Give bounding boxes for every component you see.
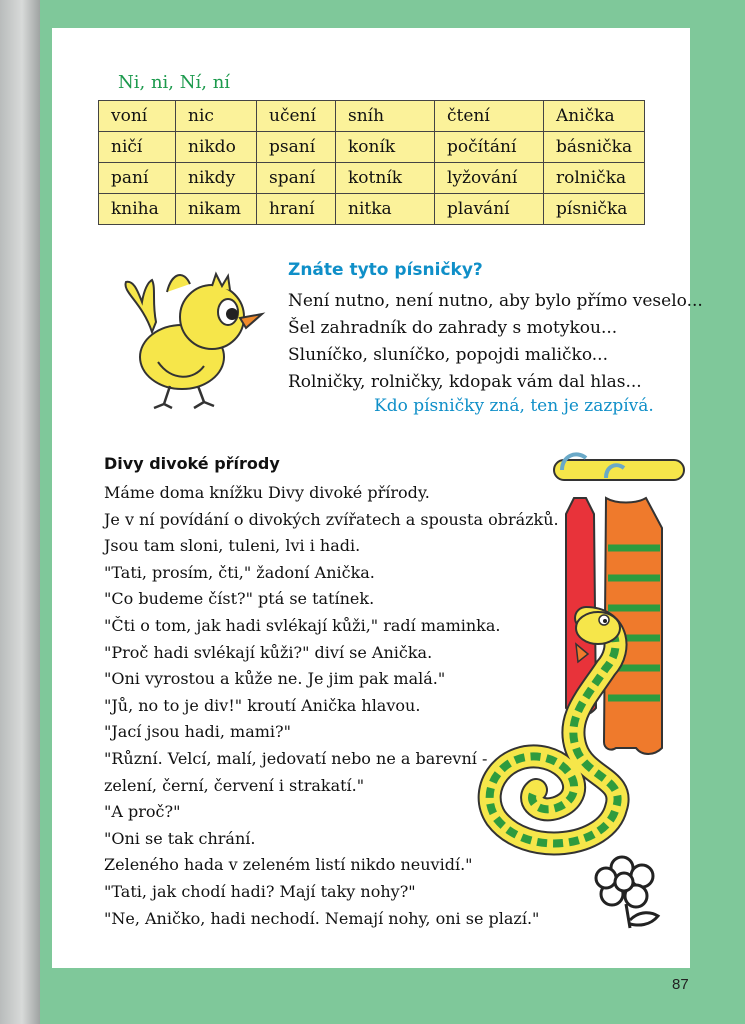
story-line: "Co budeme číst?" ptá se tatínek. — [104, 589, 375, 609]
story-line: "A proč?" — [104, 802, 181, 822]
table-cell: plavání — [435, 194, 544, 225]
table-cell: nitka — [336, 194, 435, 225]
table-cell: rolnička — [544, 163, 645, 194]
song-line: Rolničky, rolničky, kdopak vám dal hlas... — [288, 372, 642, 392]
story-line: Je v ní povídání o divokých zvířatech a spousta obrázků. — [104, 509, 559, 529]
story-line: zelení, černí, červení i strakatí." — [104, 775, 365, 795]
word-table — [98, 100, 645, 225]
story-line: "Jů, no to je div!" kroutí Anička hlavou. — [104, 695, 421, 715]
songs-list — [288, 288, 703, 396]
table-cell: počítání — [435, 132, 544, 163]
table-cell: voní — [99, 101, 176, 132]
chick-illustration — [112, 262, 272, 412]
song-line: Šel zahradník do zahrady s motykou... — [288, 318, 618, 338]
page-number: 87 — [672, 976, 689, 993]
story-line: "Tati, prosím, čti," žadoní Anička. — [104, 562, 375, 582]
table-cell: nikam — [176, 194, 257, 225]
story-line: "Oni se tak chrání. — [104, 828, 256, 848]
story-line: Zeleného hada v zeleném listí nikdo neuvidí." — [104, 855, 473, 875]
table-cell: básnička — [544, 132, 645, 163]
flower-icon — [592, 854, 670, 930]
table-cell: písnička — [544, 194, 645, 225]
table-cell: hraní — [257, 194, 336, 225]
song-line: Sluníčko, sluníčko, popojdi maličko... — [288, 345, 608, 365]
table-row — [99, 194, 645, 225]
songs-title: Znáte tyto písničky? — [288, 260, 483, 280]
table-cell: paní — [99, 163, 176, 194]
story-line: "Ne, Aničko, hadi nechodí. Nemají nohy, oni se plazí." — [104, 908, 540, 928]
story-line: "Čti o tom, jak hadi svlékají kůži," radí maminka. — [104, 615, 501, 635]
table-cell: čtení — [435, 101, 544, 132]
table-cell: sníh — [336, 101, 435, 132]
story-line: "Oni vyrostou a kůže ne. Je jim pak malá." — [104, 669, 446, 689]
songs-footer: Kdo písničky zná, ten je zazpívá. — [374, 396, 654, 416]
table-cell: spaní — [257, 163, 336, 194]
table-cell: Anička — [544, 101, 645, 132]
table-cell: nikdo — [176, 132, 257, 163]
table-row — [99, 101, 645, 132]
song-line: Není nutno, není nutno, aby bylo přímo veselo... — [288, 291, 703, 311]
snake-on-clothes-hanger-illustration — [466, 448, 690, 868]
story-line: "Různí. Velcí, malí, jedovatí nebo ne a barevní - — [104, 748, 488, 768]
table-row — [99, 163, 645, 194]
story-line: "Proč hadi svlékají kůži?" diví se Anička. — [104, 642, 433, 662]
story-line: "Jací jsou hadi, mami?" — [104, 722, 291, 742]
story-title: Divy divoké přírody — [104, 454, 280, 473]
table-cell: nic — [176, 101, 257, 132]
story-line: "Tati, jak chodí hadi? Mají taky nohy?" — [104, 881, 416, 901]
table-cell: koník — [336, 132, 435, 163]
table-cell: kotník — [336, 163, 435, 194]
table-cell: lyžování — [435, 163, 544, 194]
table-row — [99, 132, 645, 163]
table-cell: ničí — [99, 132, 176, 163]
table-cell: kniha — [99, 194, 176, 225]
story-line: Máme doma knížku Divy divoké přírody. — [104, 483, 430, 502]
word-section-title: Ni, ni, Ní, ní — [118, 72, 231, 93]
table-cell: psaní — [257, 132, 336, 163]
story-line: Jsou tam sloni, tuleni, lvi i hadi. — [104, 536, 361, 556]
book-binding-edge — [0, 0, 40, 1024]
table-cell: učení — [257, 101, 336, 132]
table-cell: nikdy — [176, 163, 257, 194]
